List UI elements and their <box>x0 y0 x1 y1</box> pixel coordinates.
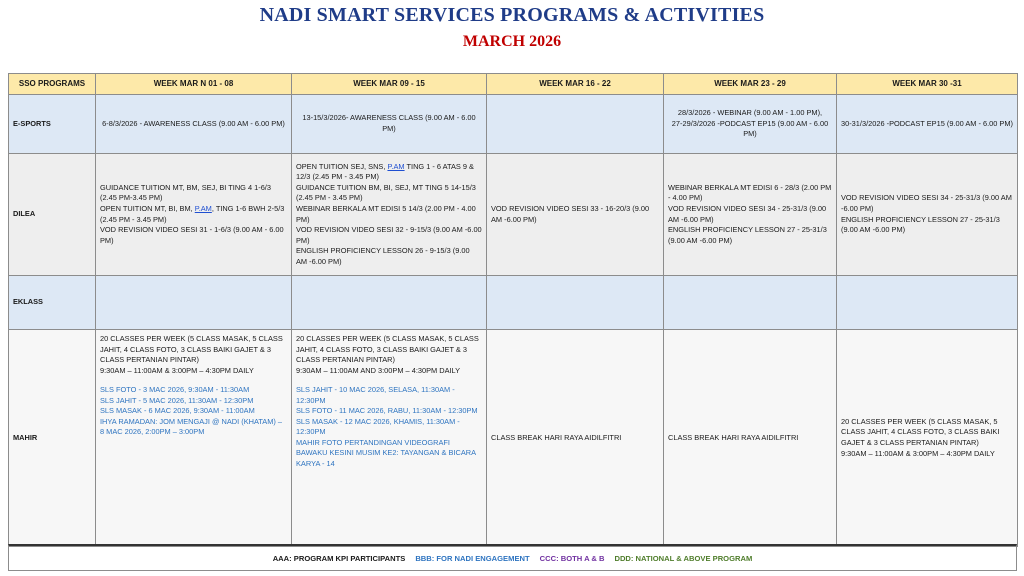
cell-dilea-week3: VOD REVISION VIDEO SESI 33 - 16-20/3 (9.00 AM -6.00 PM) <box>487 154 664 276</box>
mahir-event: MAHIR FOTO PERTANDINGAN VIDEOGRAFI BAWAKU KESINI MUSIM KE2: TAYANGAN & BICARA KARYA - 14 <box>296 437 476 468</box>
table-row-esports <box>9 95 1018 154</box>
column-header: WEEK MAR 16 - 22 <box>487 74 664 95</box>
legend-ccc: CCC: BOTH A & B <box>539 553 605 563</box>
table-row-mahir <box>9 330 1018 547</box>
mahir-line: 20 CLASSES PER WEEK (5 CLASS MASAK, 5 CLASS JAHIT, 4 CLASS FOTO, 3 CLASS BAIKI GAJET & 3 CLASS PERTANIAN PINTAR) <box>841 416 1000 447</box>
cell-dilea-week4 <box>664 154 837 276</box>
mahir-line: 20 CLASSES PER WEEK (5 CLASS MASAK, 5 CLASS JAHIT, 4 CLASS FOTO, 3 CLASS BAIKI GAJET & 3 CLASS PERTANIAN PINTAR) <box>100 334 283 365</box>
esports-week4-line: 27-29/3/2026 -PODCAST EP15 (9.00 AM - 6.00 PM) <box>671 118 829 139</box>
cell-dilea-week1 <box>96 154 292 276</box>
dilea-line: WEBINAR BERKALA MT EDISI 5 14/3 (2.00 PM - 4.00 PM) <box>296 203 476 224</box>
cell-esports-week3 <box>487 95 664 154</box>
page-subtitle: MARCH 2026 <box>462 33 562 50</box>
dilea-line: VOD REVISION VIDEO SESI 34 - 25-31/3 (9.00 AM -6.00 PM) <box>668 203 827 224</box>
dilea-line: ENGLISH PROFICIENCY LESSON 27 - 25-31/3 (9.00 AM -6.00 PM) <box>841 214 1000 235</box>
dilea-line: ENGLISH PROFICIENCY LESSON 26 - 9-15/3 (9.00 AM -6.00 PM) <box>296 246 470 266</box>
column-header: SSO PROGRAMS <box>9 74 96 95</box>
cell-mahir-week3: CLASS BREAK HARI RAYA AIDILFITRI <box>487 330 664 547</box>
header-row <box>9 74 1018 95</box>
cell-dilea-week2 <box>292 154 487 276</box>
cell-esports-week4 <box>664 95 837 154</box>
cell-esports-week2: 13-15/3/2026- AWARENESS CLASS (9.00 AM - 6.00 PM) <box>292 95 487 154</box>
mahir-event: SLS MASAK - 6 MAC 2026, 9:30AM - 11:00AM <box>100 406 255 416</box>
program-label: MAHIR <box>9 330 96 547</box>
mahir-event: IHYA RAMADAN: JOM MENGAJI @ NADI (KHATAM) – 8 MAC 2026, 2:00PM – 3:00PM <box>100 416 283 437</box>
dilea-line: VOD REVISION VIDEO SESI 31 - 1-6/3 (9.00 AM - 6.00 PM) <box>100 225 284 245</box>
program-label: DILEA <box>9 154 96 276</box>
page-title: NADI SMART SERVICES PROGRAMS & ACTIVITIES <box>259 4 765 26</box>
mahir-line: 9:30AM – 11:00AM & 3:00PM – 4:30PM DAILY <box>841 448 995 458</box>
dilea-line: VOD REVISION VIDEO SESI 32 - 9-15/3 (9.00 AM -6.00 PM) <box>296 225 482 245</box>
table-row-eklass <box>9 276 1018 330</box>
schedule-table <box>8 73 1018 547</box>
dilea-text: TING 1 - 6 ATAS 9 & 12/3 (2.45 PM - 3.45 PM) <box>296 161 474 182</box>
mahir-line: 20 CLASSES PER WEEK (5 CLASS MASAK, 5 CLASS JAHIT, 4 CLASS FOTO, 3 CLASS BAIKI GAJET & 3 CLASS PERTANIAN PINTAR) <box>296 334 479 365</box>
cell-dilea-week5 <box>837 154 1018 276</box>
column-header: WEEK MAR 09 - 15 <box>292 74 487 95</box>
legend-aaa: AAA: PROGRAM KPI PARTICIPANTS <box>272 553 406 563</box>
dilea-line <box>100 204 287 225</box>
cell-eklass-week1 <box>96 276 292 330</box>
pam-link[interactable]: P.AM <box>387 161 405 171</box>
cell-eklass-week3 <box>487 276 664 330</box>
cell-mahir-week5 <box>837 330 1018 547</box>
dilea-line: VOD REVISION VIDEO SESI 34 - 25-31/3 (9.00 AM -6.00 PM) <box>841 193 1012 213</box>
dilea-line: ENGLISH PROFICIENCY LESSON 27 - 25-31/3 (9.00 AM -6.00 PM) <box>668 225 827 245</box>
dilea-line: WEBINAR BERKALA MT EDISI 6 - 28/3 (2.00 PM - 4.00 PM) <box>668 182 832 203</box>
column-header: WEEK MAR 30 -31 <box>837 74 1018 95</box>
mahir-event: SLS FOTO - 11 MAC 2026, RABU, 11:30AM - 12:30PM <box>296 406 478 416</box>
cell-mahir-week2 <box>292 330 487 547</box>
mahir-event: SLS MASAK - 12 MAC 2026, KHAMIS, 11:30AM - 12:30PM <box>296 416 460 437</box>
cell-mahir-week1 <box>96 330 292 547</box>
dilea-text: OPEN TUITION MT, BI, BM, <box>100 203 195 213</box>
cell-mahir-week4: CLASS BREAK HARI RAYA AIDILFITRI <box>664 330 837 547</box>
legend-bbb: BBB: FOR NADI ENGAGEMENT <box>415 553 530 563</box>
pam-link[interactable]: P.AM <box>194 203 212 213</box>
column-header: WEEK MAR N 01 - 08 <box>96 74 292 95</box>
dilea-line: GUIDANCE TUITION MT, BM, SEJ, BI TING 4 1-6/3 (2.45 PM-3.45 PM) <box>100 182 271 203</box>
dilea-line: GUIDANCE TUITION BM, BI, SEJ, MT TING 5 14-15/3 (2.45 PM - 3.45 PM) <box>296 182 476 203</box>
dilea-text: OPEN TUITION SEJ, SNS, <box>296 161 388 171</box>
dilea-line <box>296 162 482 183</box>
cell-eklass-week5 <box>837 276 1018 330</box>
legend-ddd: DDD: NATIONAL & ABOVE PROGRAM <box>614 553 753 563</box>
table-row-dilea <box>9 154 1018 276</box>
mahir-event: SLS JAHIT - 10 MAC 2026, SELASA, 11:30AM - 12:30PM <box>296 385 455 405</box>
cell-esports-week1: 6-8/3/2026 - AWARENESS CLASS (9.00 AM - 6.00 PM) <box>96 95 292 154</box>
dilea-text: , TING 1-6 BWH 2-5/3 (2.45 PM - 3.45 PM) <box>100 203 285 224</box>
mahir-line: 9:30AM – 11:00AM AND 3:00PM – 4:30PM DAILY <box>296 365 461 375</box>
legend-bar <box>8 544 1017 571</box>
program-label: E-SPORTS <box>9 95 96 154</box>
mahir-event: SLS JAHIT - 5 MAC 2026, 11:30AM - 12:30PM <box>100 395 254 405</box>
mahir-event: SLS FOTO - 3 MAC 2026, 9:30AM - 11:30AM <box>100 385 250 395</box>
esports-week4-line: 28/3/2026 - WEBINAR (9.00 AM - 1.00 PM), <box>677 108 823 118</box>
cell-eklass-week2 <box>292 276 487 330</box>
mahir-line: 9:30AM – 11:00AM & 3:00PM – 4:30PM DAILY <box>100 365 254 375</box>
column-header: WEEK MAR 23 - 29 <box>664 74 837 95</box>
cell-esports-week5: 30-31/3/2026 -PODCAST EP15 (9.00 AM - 6.00 PM) <box>837 95 1018 154</box>
cell-eklass-week4 <box>664 276 837 330</box>
program-label: EKLASS <box>9 276 96 330</box>
